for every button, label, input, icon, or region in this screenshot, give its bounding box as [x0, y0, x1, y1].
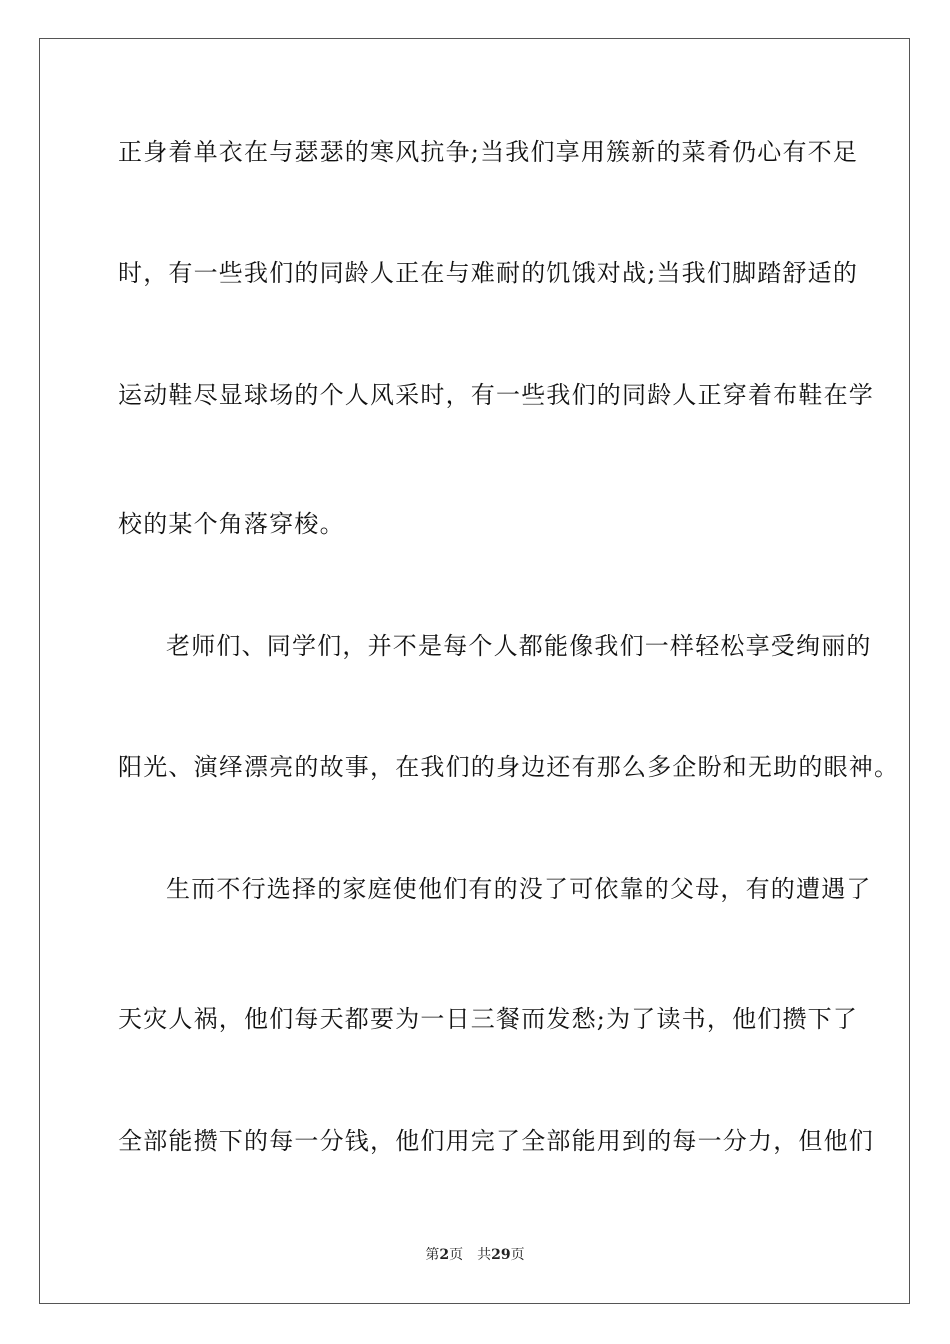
page-label-prefix: 第 [425, 1247, 440, 1263]
paragraph-3-line-2: 天灾人祸，他们每天都要为一日三餐而发愁;为了读书，他们攒下了 [118, 1005, 859, 1033]
text-line-4: 校的某个角落穿梭。 [118, 510, 345, 538]
page-label-suffix: 页 [449, 1247, 464, 1263]
text-line-2: 时，有一些我们的同龄人正在与难耐的饥饿对战;当我们脚踏舒适的 [118, 259, 859, 287]
page-number: 2 [439, 1247, 450, 1263]
paragraph-2-line-1: 老师们、同学们，并不是每个人都能像我们一样轻松享受绚丽的 [166, 632, 872, 660]
total-pages: 29 [491, 1247, 511, 1263]
page-footer [0, 1246, 950, 1264]
paragraph-3-line-3: 全部能攒下的每一分钱，他们用完了全部能用到的每一分力，但他们 [118, 1127, 874, 1155]
text-line-3: 运动鞋尽显球场的个人风采时，有一些我们的同龄人正穿着布鞋在学 [118, 381, 874, 409]
paragraph-2-line-2: 阳光、演绎漂亮的故事，在我们的身边还有那么多企盼和无助的眼神。 [118, 753, 900, 781]
paragraph-3-line-1: 生而不行选择的家庭使他们有的没了可依靠的父母，有的遭遇了 [166, 875, 872, 903]
page-border [39, 38, 910, 1304]
total-label-suffix: 页 [510, 1247, 525, 1263]
total-label-prefix: 共 [477, 1247, 492, 1263]
text-line-1: 正身着单衣在与瑟瑟的寒风抗争;当我们享用簇新的菜肴仍心有不足 [118, 138, 859, 166]
